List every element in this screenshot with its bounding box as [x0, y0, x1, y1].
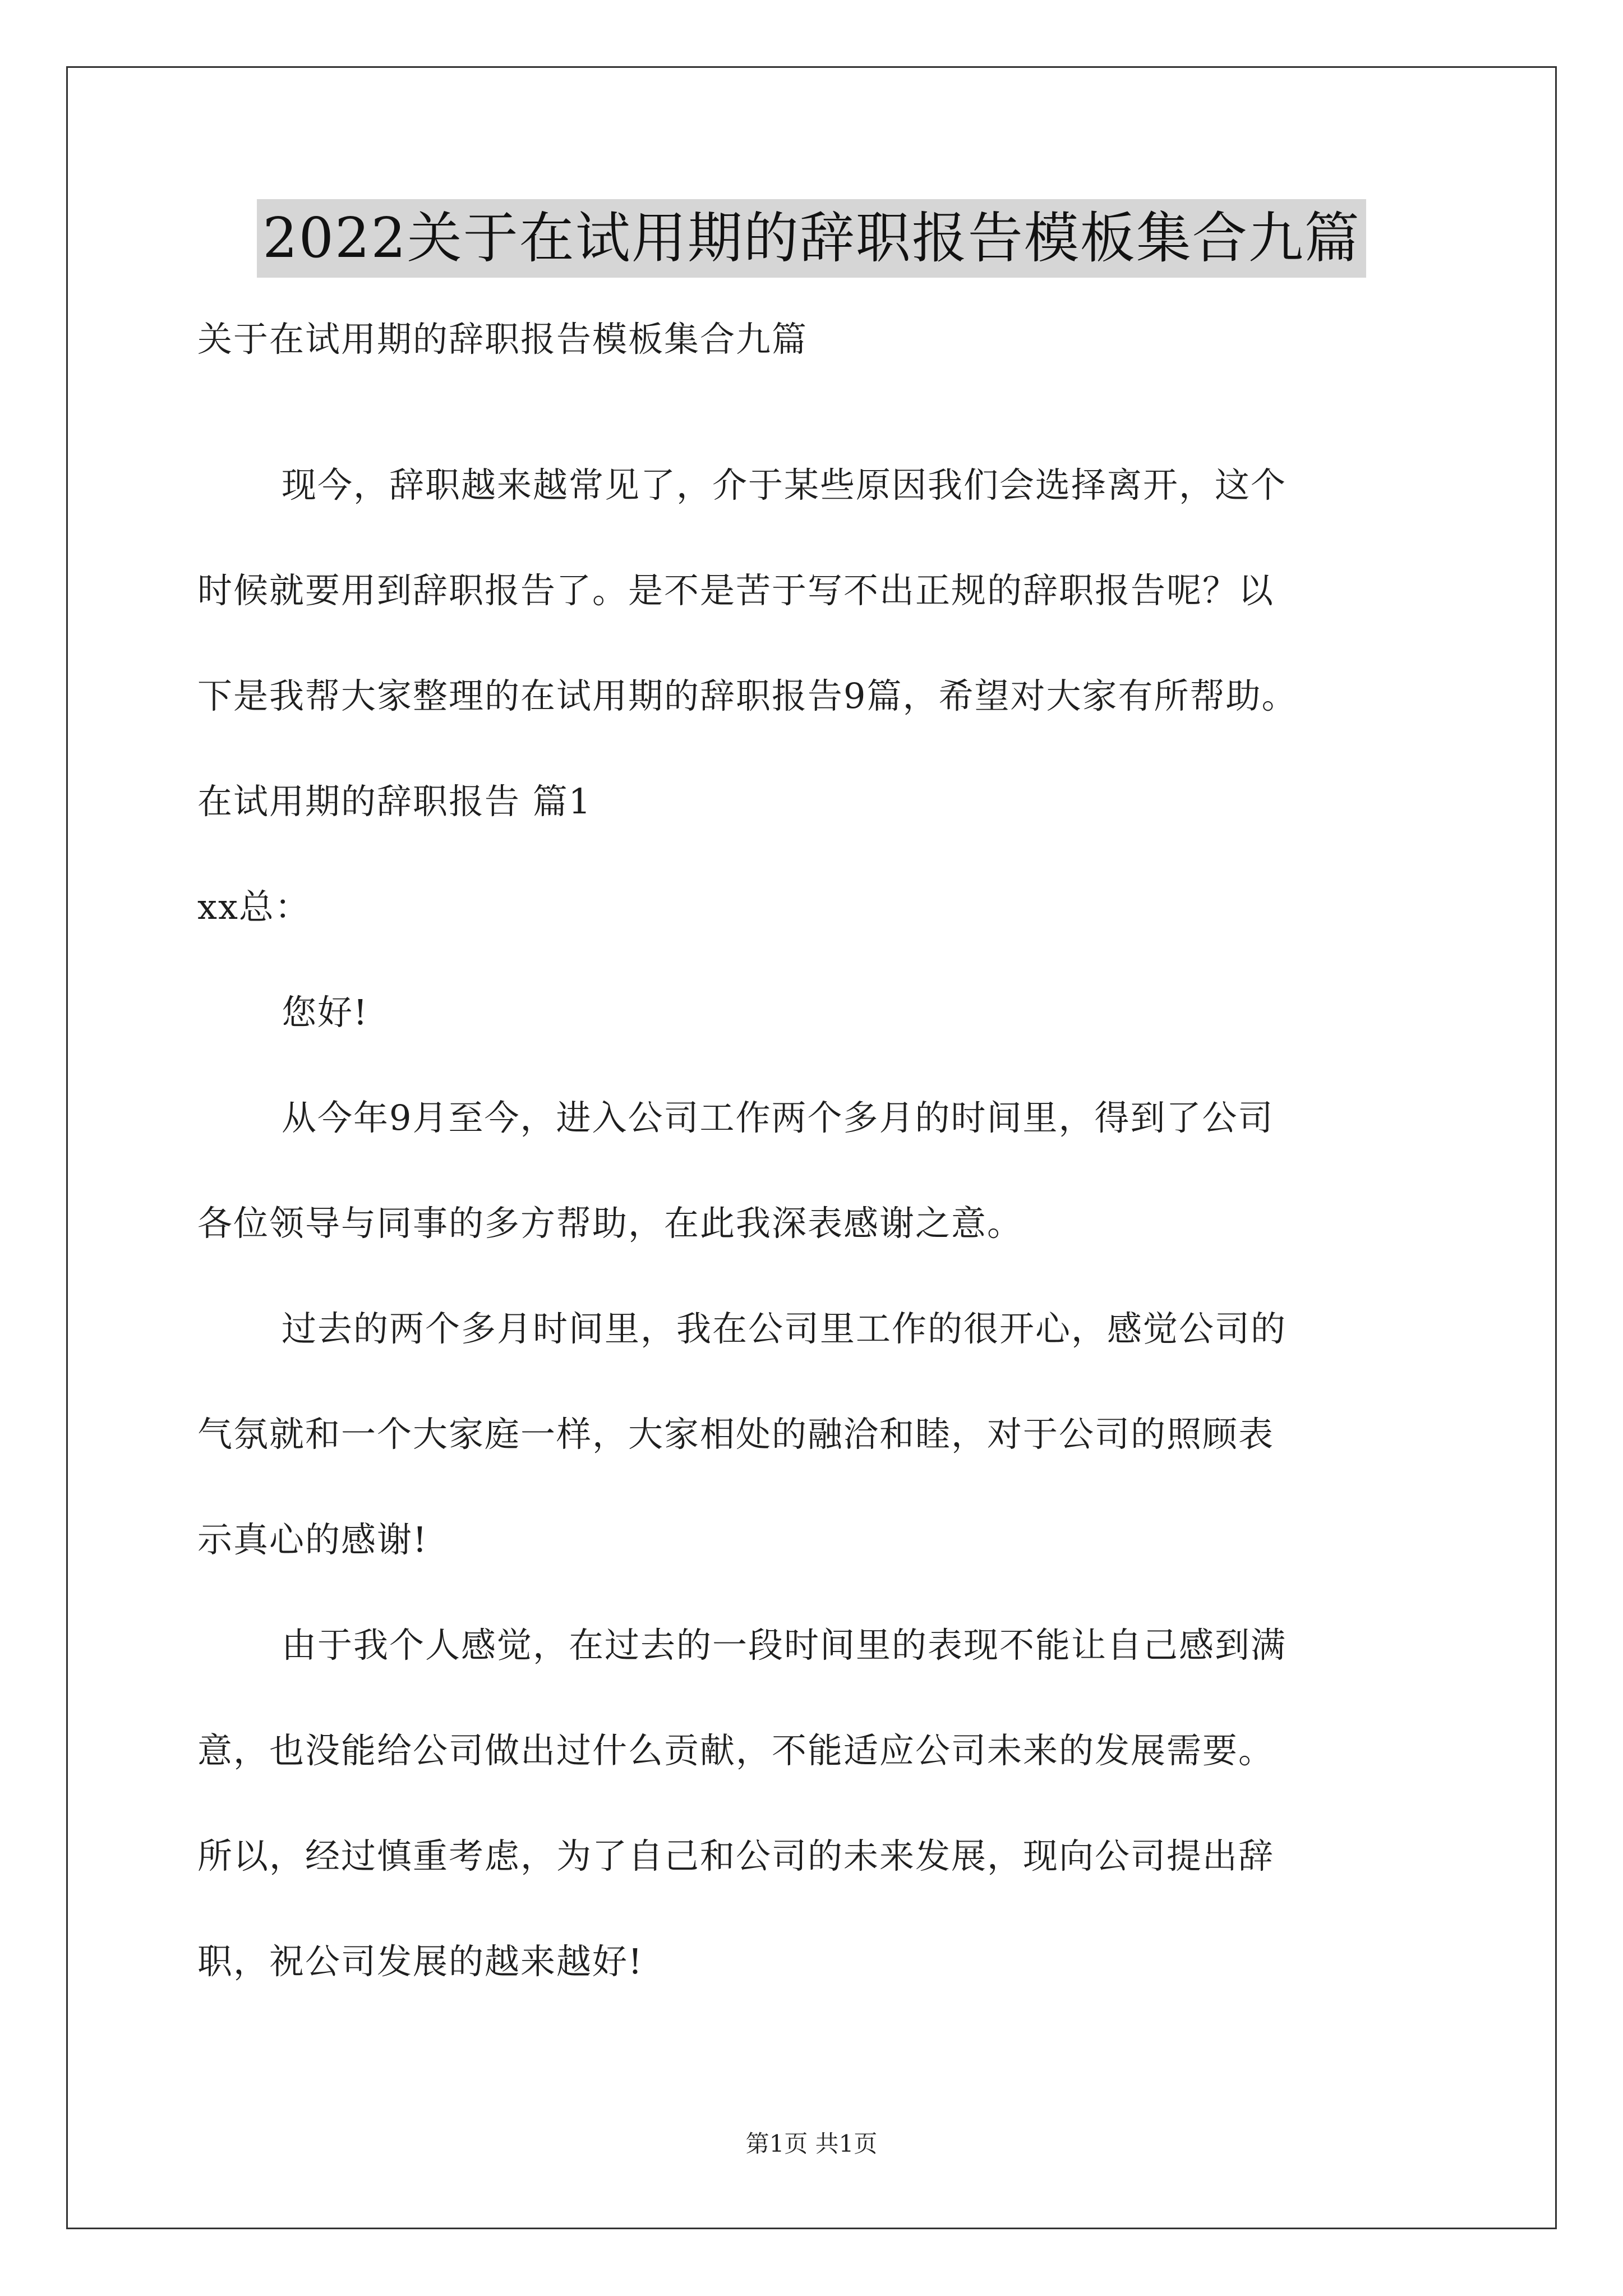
document-title: 2022关于在试用期的辞职报告模板集合九篇 [257, 199, 1366, 278]
section-heading: 在试用期的辞职报告 篇1 [197, 781, 592, 822]
paragraph-line: 意，也没能给公司做出过什么贡献，不能适应公司未来的发展需要。 [197, 1730, 1275, 1771]
paragraph-line: 各位领导与同事的多方帮助，在此我深表感谢之意。 [197, 1203, 1023, 1244]
greeting: 您好! [282, 992, 368, 1033]
page-footer: 第1页 共1页 [745, 2130, 878, 2157]
paragraph-line: 现今，辞职越来越常见了，介于某些原因我们会选择离开，这个 [282, 464, 1287, 505]
title-container [0, 199, 1623, 278]
paragraph-line: 职，祝公司发展的越来越好! [197, 1941, 643, 1982]
paragraph-line: 时候就要用到辞职报告了。是不是苦于写不出正规的辞职报告呢？以 [197, 570, 1275, 611]
paragraph-line: 从今年9月至今，进入公司工作两个多月的时间里，得到了公司 [282, 1097, 1274, 1138]
subtitle-line: 关于在试用期的辞职报告模板集合九篇 [197, 319, 808, 360]
paragraph-line: 下是我帮大家整理的在试用期的辞职报告9篇，希望对大家有所帮助。 [197, 675, 1298, 716]
page-border [66, 66, 1557, 2229]
paragraph-line: 气氛就和一个大家庭一样，大家相处的融洽和睦，对于公司的照顾表 [197, 1414, 1275, 1455]
salutation: xx总： [197, 886, 311, 927]
paragraph-line: 示真心的感谢! [197, 1519, 428, 1560]
paragraph-line: 过去的两个多月时间里，我在公司里工作的很开心，感觉公司的 [282, 1308, 1287, 1349]
paragraph-line: 所以，经过慎重考虑，为了自己和公司的未来发展，现向公司提出辞 [197, 1835, 1275, 1876]
paragraph-line: 由于我个人感觉，在过去的一段时间里的表现不能让自己感到满 [282, 1625, 1287, 1665]
